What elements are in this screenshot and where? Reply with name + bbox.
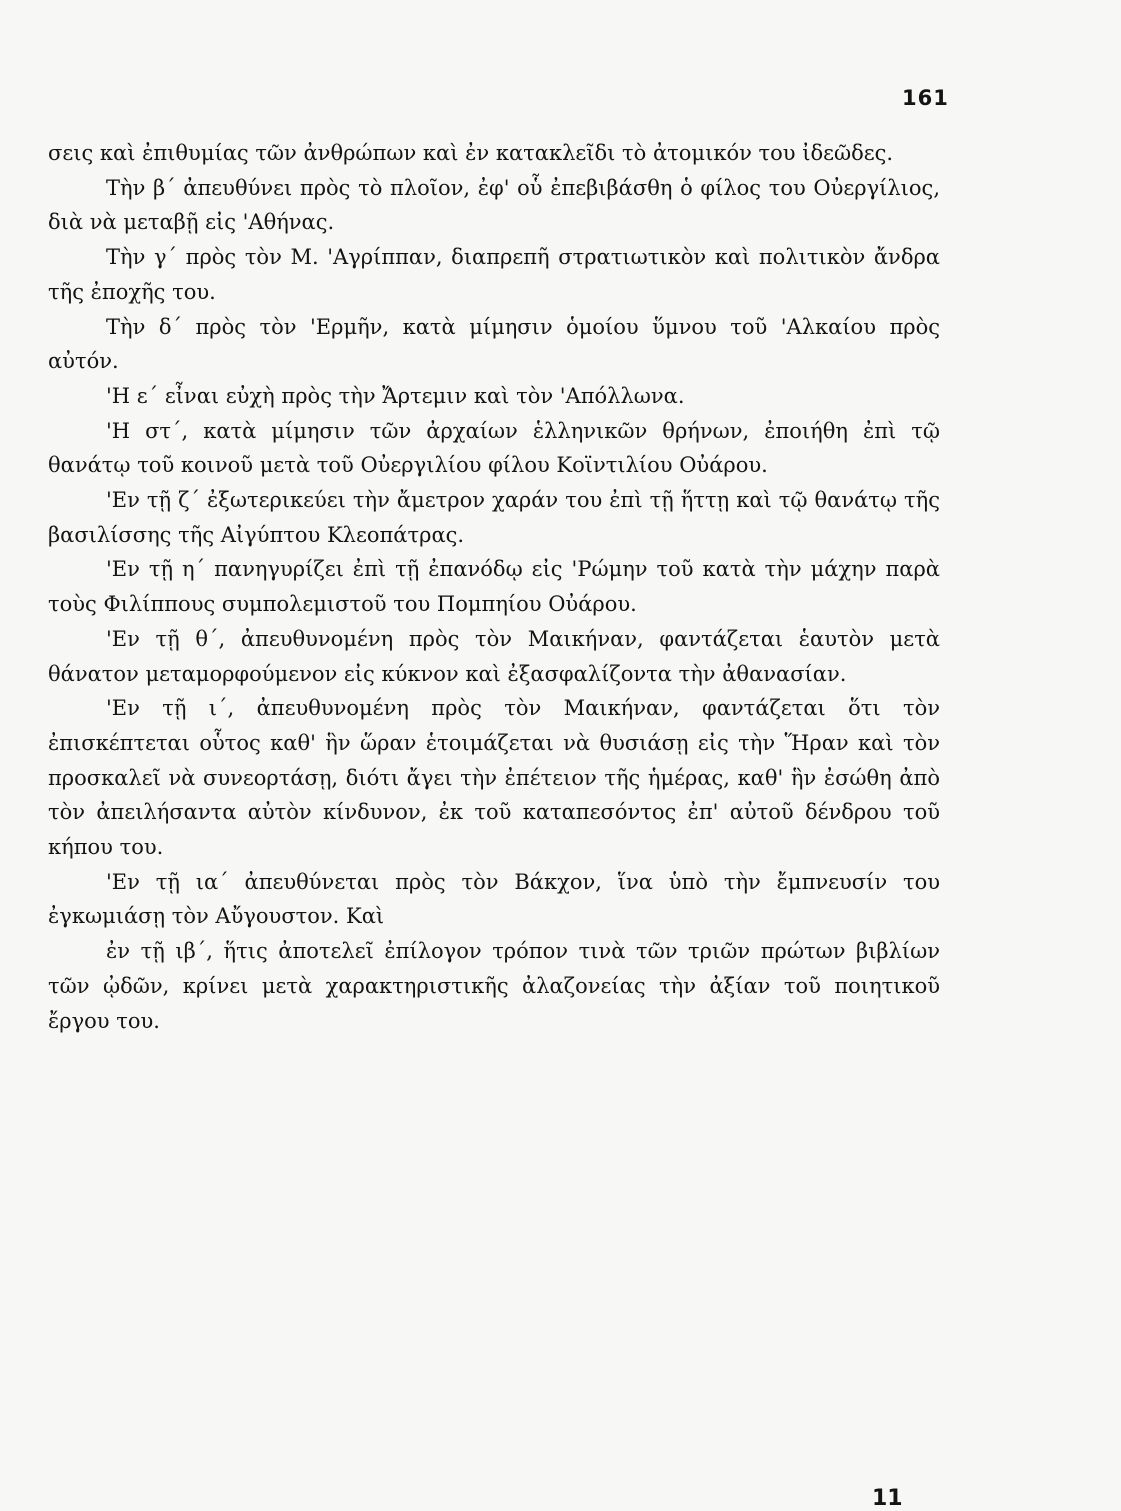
paragraph-ode-6: 'Η στ΄, κατὰ μίμησιν τῶν ἀρχαίων ἑλληνικῶν θρήνων, ἐποιήθη ἐπὶ τῷ θανάτῳ τοῦ κοινοῦ μετὰ τοῦ Οὐεργιλίου φίλου Κοϊντιλίου Οὐάρου.	[48, 418, 940, 478]
paragraph-continued: σεις καὶ ἐπιθυμίας τῶν ἀνθρώπων καὶ ἐν κατακλεῖδι τὸ ἀτομικόν του ἰδεῶδες.	[48, 141, 894, 165]
paragraph-ode-3: Τὴν γ΄ πρὸς τὸν Μ. 'Αγρίππαν, διαπρεπῆ στρατιωτικὸν καὶ πολιτικὸν ἄνδρα τῆς ἐποχῆς του.	[48, 245, 940, 304]
paragraph-ode-10: 'Εν τῇ ι΄, ἀπευθυνομένη πρὸς τὸν Μαικήναν, φαντάζεται ὅτι τὸν ἐπισκέπτεται οὗτος καθ' ἣν ὥραν ἑτοιμάζεται νὰ θυσιάσῃ εἰς τὴν Ἥραν καὶ τὸν προσκαλεῖ νὰ συνεορτάσῃ, διότι ἄγει τὴν ἐπέτειον τῆς ἡμέρας, καθ' ἣν ἐσώθη ἀπὸ τὸν ἀπειλήσαντα αὐτὸν κίνδυνον, ἐκ τοῦ καταπεσόντος ἐπ' αὐτοῦ δένδρου τοῦ κήπου του.	[48, 696, 940, 860]
paragraph-ode-7: 'Εν τῇ ζ΄ ἐξωτερικεύει τὴν ἄμετρον χαράν του ἐπὶ τῇ ἥττῃ καὶ τῷ θανάτῳ τῆς βασιλίσσης τῆς Αἰγύπτου Κλεοπάτρας.	[48, 488, 940, 547]
paragraph-ode-11: 'Εν τῇ ια΄ ἀπευθύνεται πρὸς τὸν Βάκχον, ἵνα ὑπὸ τὴν ἔμπνευσίν του ἐγκωμιάσῃ τὸν Αὔγουστον. Καὶ	[48, 869, 940, 929]
body-text	[48, 136, 940, 1038]
paragraph-ode-8: 'Εν τῇ η΄ πανηγυρίζει ἐπὶ τῇ ἐπανόδῳ εἰς 'Ρώμην τοῦ κατὰ τὴν μάχην παρὰ τοὺς Φιλίππους συμπολεμιστοῦ του Πομπηίου Οὐάρου.	[48, 557, 940, 617]
paragraph-ode-9: 'Εν τῇ θ΄, ἀπευθυνομένη πρὸς τὸν Μαικήναν, φαντάζεται ἑαυτὸν μετὰ θάνατον μεταμορφούμενον εἰς κύκνον καὶ ἐξασφαλίζοντα τὴν ἀθανασίαν.	[48, 626, 940, 686]
paragraph-ode-12: ἐν τῇ ιβ΄, ἥτις ἀποτελεῖ ἐπίλογον τρόπον τινὰ τῶν τριῶν πρώτων βιβλίων τῶν ᾠδῶν, κρίνει μετὰ χαρακτηριστικῆς ἀλαζονείας τὴν ἀξίαν τοῦ ποιητικοῦ ἔργου του.	[48, 939, 940, 1033]
paragraph-ode-4: Τὴν δ΄ πρὸς τὸν 'Ερμῆν, κατὰ μίμησιν ὁμοίου ὕμνου τοῦ 'Αλκαίου πρὸς αὐτόν.	[48, 314, 940, 374]
page-number: 161	[902, 86, 949, 110]
signature-mark: 11	[872, 1486, 903, 1511]
paragraph-ode-2: Τὴν β΄ ἀπευθύνει πρὸς τὸ πλοῖον, ἐφ' οὗ ἐπεβιβάσθη ὁ φίλος του Οὐεργίλιος, διὰ νὰ μεταβῇ εἰς 'Αθήνας.	[48, 175, 940, 235]
paragraph-ode-5: 'Η ε΄ εἶναι εὐχὴ πρὸς τὴν Ἄρτεμιν καὶ τὸν 'Απόλλωνα.	[106, 383, 685, 408]
